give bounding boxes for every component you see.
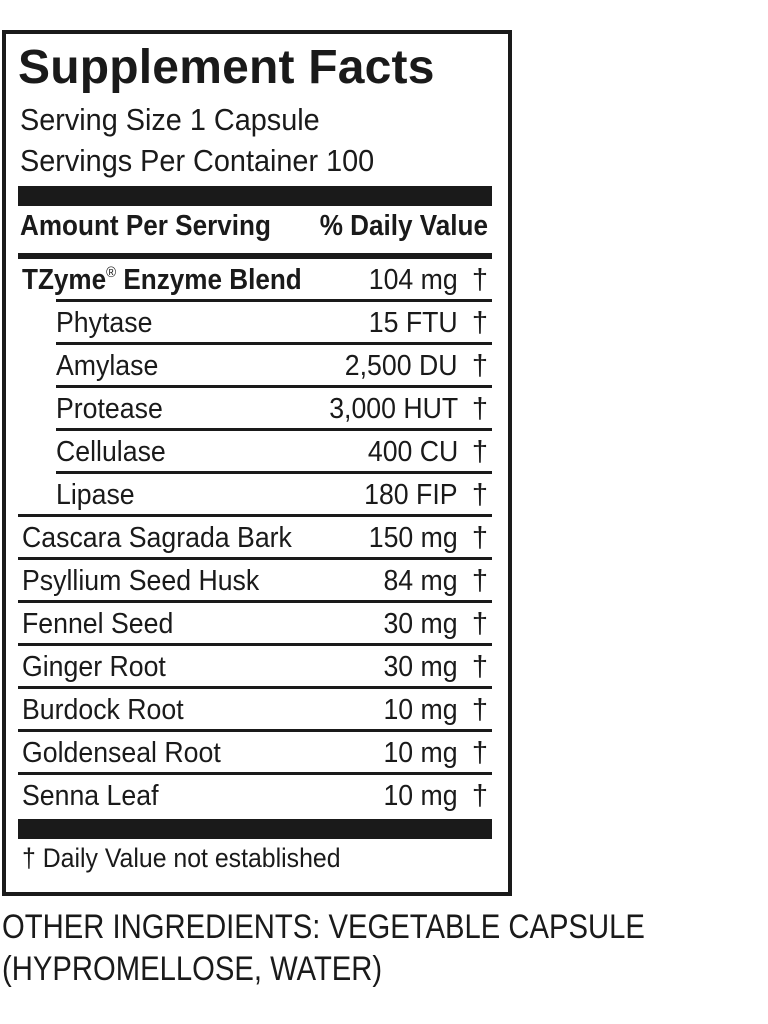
blend-row	[22, 260, 492, 300]
sub-ingredient-amount: 180 FIP	[364, 479, 458, 511]
header-divider	[18, 253, 492, 259]
ingredient-amount: 30 mg	[383, 608, 458, 640]
sub-ingredient-divider	[56, 428, 492, 431]
ingredient-amount: 10 mg	[383, 694, 458, 726]
ingredient-name: Cascara Sagrada Bark	[22, 522, 292, 554]
label-title: Supplement Facts	[18, 41, 435, 94]
sub-ingredient-name: Lipase	[56, 479, 135, 511]
sub-ingredient-row	[56, 432, 492, 472]
ingredient-dv: †	[471, 522, 488, 554]
ingredient-amount: 10 mg	[383, 737, 458, 769]
sub-ingredient-divider	[56, 471, 492, 474]
ingredient-name: Psyllium Seed Husk	[22, 565, 260, 597]
sub-ingredient-dv: †	[471, 350, 488, 382]
header-daily-value: % Daily Value	[319, 210, 488, 242]
registered-mark: ®	[106, 264, 117, 281]
ingredient-row	[22, 647, 492, 687]
ingredient-row	[22, 733, 492, 773]
ingredient-dv: †	[471, 694, 488, 726]
sub-ingredient-divider	[56, 299, 492, 302]
ingredient-name: Fennel Seed	[22, 608, 174, 640]
sub-ingredient-dv: †	[471, 307, 488, 339]
sub-ingredient-amount: 2,500 DU	[345, 350, 458, 382]
ingredient-divider	[18, 557, 492, 560]
ingredient-divider	[18, 514, 492, 517]
ingredient-dv: †	[471, 608, 488, 640]
ingredient-row	[22, 518, 492, 558]
ingredient-dv: †	[471, 780, 488, 812]
sub-ingredient-name: Phytase	[56, 307, 153, 339]
ingredient-name: Goldenseal Root	[22, 737, 221, 769]
ingredient-row	[22, 561, 492, 601]
sub-ingredient-divider	[56, 385, 492, 388]
ingredient-divider	[18, 772, 492, 775]
sub-ingredient-row	[56, 346, 492, 386]
other-ingredients-line-2: (HYPROMELLOSE, WATER)	[2, 950, 383, 988]
ingredient-amount: 30 mg	[383, 651, 458, 683]
sub-ingredient-amount: 15 FTU	[369, 307, 458, 339]
servings-per-container: Servings Per Container 100	[20, 143, 375, 178]
sub-ingredient-row	[56, 475, 492, 515]
ingredient-dv: †	[471, 651, 488, 683]
blend-dv: †	[471, 264, 488, 296]
sub-ingredient-name: Protease	[56, 393, 163, 425]
sub-ingredient-row	[56, 389, 492, 429]
column-header-row	[20, 206, 488, 246]
ingredient-row	[22, 690, 492, 730]
footnote: † Daily Value not established	[22, 843, 341, 873]
sub-ingredient-dv: †	[471, 436, 488, 468]
sub-ingredient-name: Cellulase	[56, 436, 166, 468]
other-ingredients-line-1: OTHER INGREDIENTS: VEGETABLE CAPSULE	[2, 908, 645, 946]
sub-ingredient-amount: 400 CU	[367, 436, 458, 468]
bottom-thick-divider	[18, 819, 492, 839]
blend-name: TZyme® Enzyme Blend	[22, 264, 302, 296]
ingredient-divider	[18, 643, 492, 646]
ingredient-divider	[18, 686, 492, 689]
top-thick-divider	[18, 186, 492, 206]
ingredient-row	[22, 604, 492, 644]
ingredient-name: Senna Leaf	[22, 780, 159, 812]
sub-ingredient-divider	[56, 342, 492, 345]
sub-ingredient-amount: 3,000 HUT	[328, 393, 458, 425]
ingredient-amount: 150 mg	[369, 522, 458, 554]
ingredient-amount: 84 mg	[383, 565, 458, 597]
ingredient-dv: †	[471, 737, 488, 769]
ingredient-divider	[18, 729, 492, 732]
ingredient-amount: 10 mg	[383, 780, 458, 812]
serving-size: Serving Size 1 Capsule	[20, 102, 320, 137]
ingredient-name: Ginger Root	[22, 651, 166, 683]
ingredient-divider	[18, 600, 492, 603]
header-amount-per-serving: Amount Per Serving	[20, 210, 271, 242]
sub-ingredient-name: Amylase	[56, 350, 159, 382]
sub-ingredient-row	[56, 303, 492, 343]
sub-ingredient-dv: †	[471, 479, 488, 511]
blend-amount: 104 mg	[369, 264, 458, 296]
ingredient-row	[22, 776, 492, 816]
sub-ingredient-dv: †	[471, 393, 488, 425]
ingredient-name: Burdock Root	[22, 694, 184, 726]
ingredient-dv: †	[471, 565, 488, 597]
